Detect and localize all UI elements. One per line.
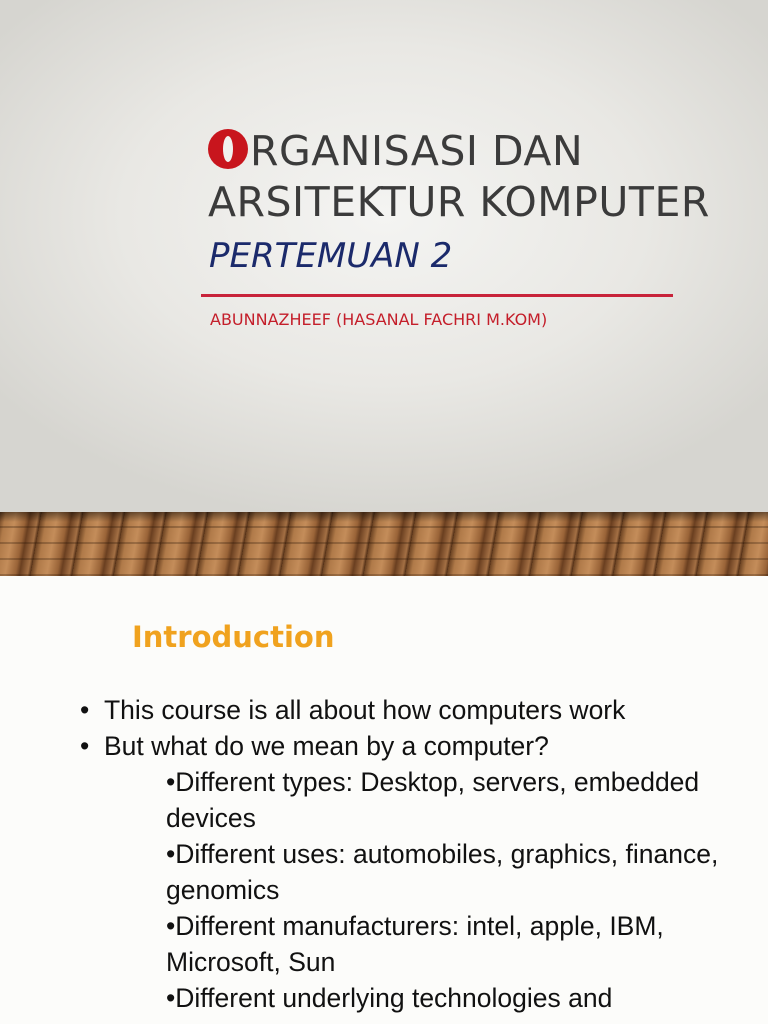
- list-item-text: But what do we mean by a computer?: [104, 731, 549, 761]
- sub-list-item: •Different underlying technologies and: [166, 983, 613, 1013]
- sub-list-item: •Different uses: automobiles, graphics, finance, genomics: [166, 839, 719, 905]
- sub-list-item: •Different types: Desktop, servers, embedded devices: [166, 767, 700, 833]
- list-item: [80, 692, 625, 728]
- title-line-2: ARSITEKTUR KOMPUTER: [208, 178, 710, 226]
- slide-subtitle: PERTEMUAN 2: [209, 236, 453, 276]
- section-heading: Introduction: [132, 620, 335, 654]
- divider-line: [201, 294, 673, 297]
- wood-floor: [0, 512, 768, 576]
- list-item-text: This course is all about how computers work: [104, 695, 626, 725]
- introduction-slide: [0, 576, 768, 1024]
- title-line-1-text: RGANISASI DAN: [250, 127, 584, 175]
- list-item: [80, 728, 625, 764]
- sub-list-item: •Different manufacturers: intel, apple, IBM, Microsoft, Sun: [166, 911, 664, 977]
- bullet-icon: •: [80, 695, 90, 725]
- floor-plank-lines: [0, 512, 768, 576]
- slide-title: [208, 126, 768, 228]
- red-o-logo-icon: [208, 129, 248, 169]
- title-line-1: [208, 126, 768, 177]
- bullet-list: [80, 692, 625, 764]
- bullet-icon: •: [80, 731, 90, 761]
- author-name: ABUNNAZHEEF (HASANAL FACHRI M.KOM): [210, 310, 548, 329]
- sub-bullet-list: [166, 764, 726, 1016]
